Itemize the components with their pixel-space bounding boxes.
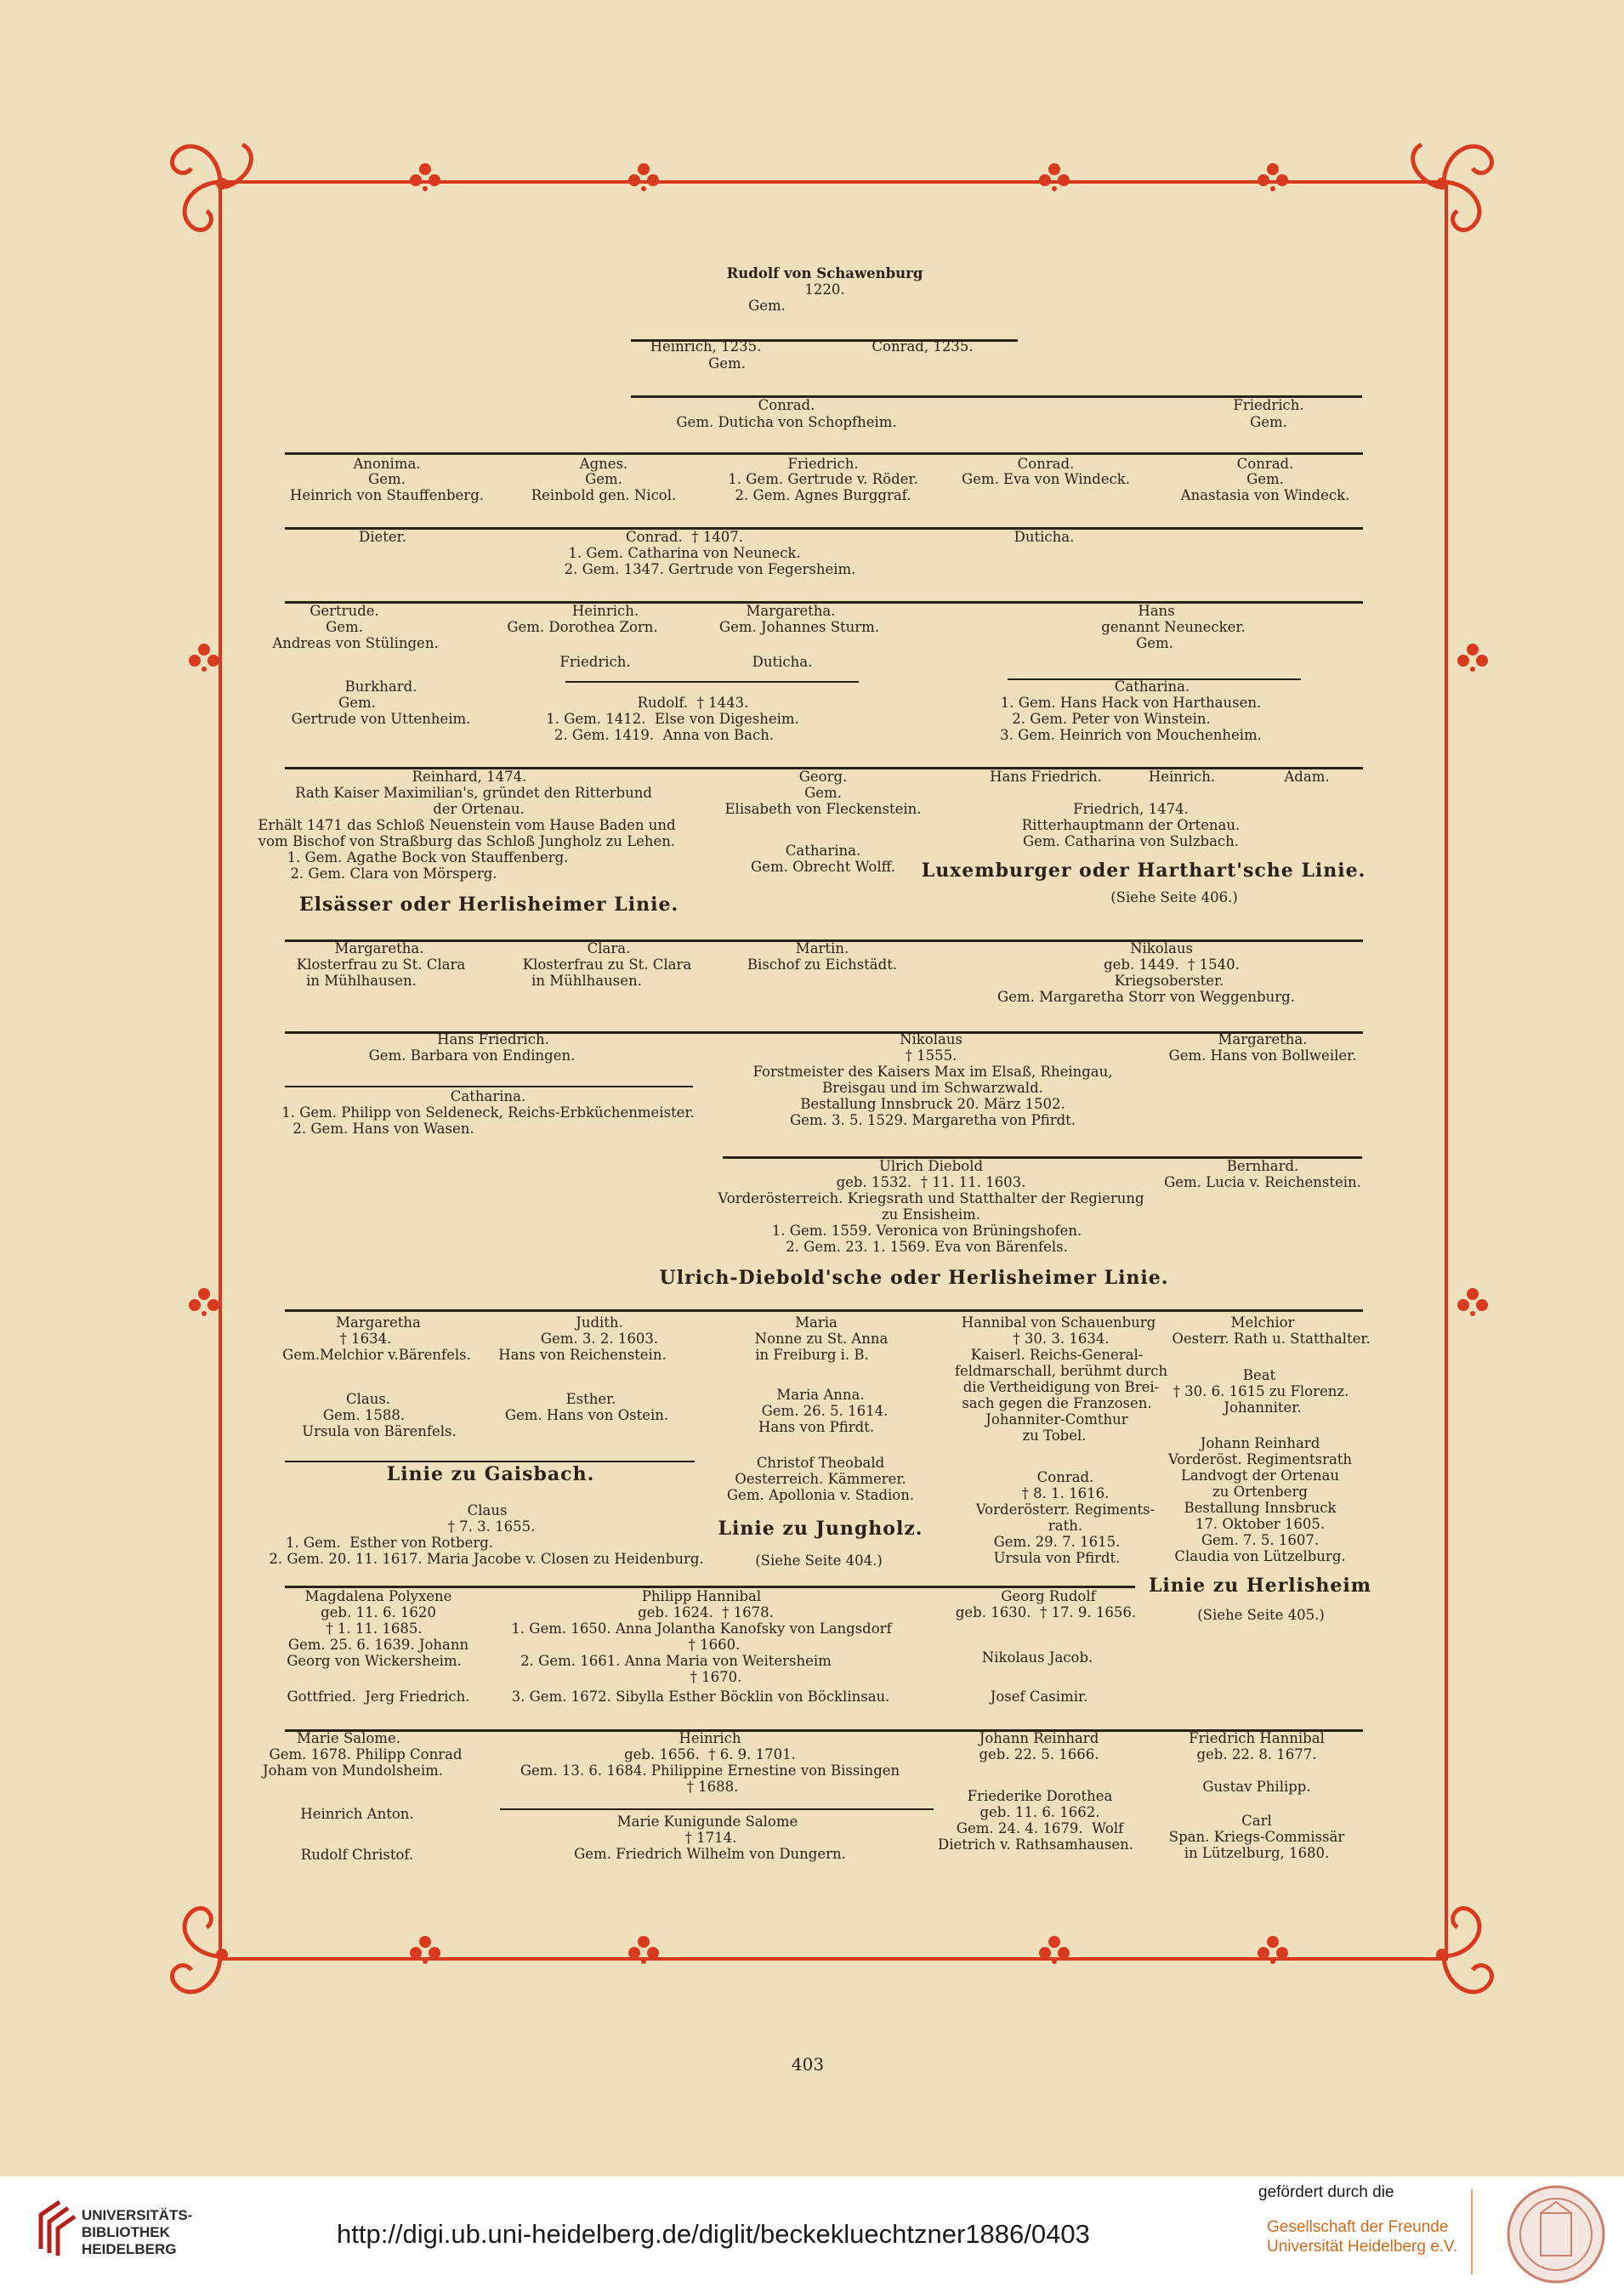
genealogy-entry: (Siehe Seite 404.) xyxy=(755,1552,883,1569)
genealogy-entry: † 30. 6. 1615 zu Florenz. xyxy=(1173,1383,1349,1399)
bracket-rule xyxy=(285,1729,1363,1732)
genealogy-entry: Andreas von Stülingen. xyxy=(272,635,439,651)
genealogy-entry: Philipp Hannibal xyxy=(641,1588,762,1604)
genealogy-entry: Gem. Margaretha Storr von Weggenburg. xyxy=(997,989,1295,1005)
clover-ornament-icon xyxy=(627,1934,661,1968)
genealogy-entry: Maria xyxy=(795,1314,838,1331)
genealogy-entry: genannt Neunecker. xyxy=(1101,619,1246,635)
genealogy-entry: Bestallung Innsbruck 20. März 1502. xyxy=(800,1096,1065,1112)
bracket-rule xyxy=(285,1586,1135,1588)
genealogy-entry: Dieter. xyxy=(359,529,406,545)
genealogy-entry: 1. Gem. 1412. Else von Digesheim. xyxy=(546,711,799,727)
genealogy-entry: Oesterreich. Kämmerer. xyxy=(735,1471,906,1487)
genealogy-entry: Gem. xyxy=(804,785,842,801)
bracket-rule xyxy=(723,1156,1362,1159)
genealogy-entry: 1. Gem. 1559. Veronica von Brüningshofen. xyxy=(771,1223,1082,1239)
sponsor-name-line: Gesellschaft der Freunde xyxy=(1267,2218,1449,2236)
genealogy-entry: geb. 1532. † 11. 11. 1603. xyxy=(836,1174,1026,1190)
genealogy-entry: Klosterfrau zu St. Clara xyxy=(522,956,692,973)
genealogy-entry: 2. Gem. Hans von Wasen. xyxy=(292,1121,474,1137)
clover-ornament-icon xyxy=(1456,1286,1490,1320)
clover-ornament-icon xyxy=(187,642,221,676)
bracket-rule xyxy=(500,1808,934,1810)
genealogy-entry: 2. Gem. 1347. Gertrude von Fegersheim. xyxy=(564,561,856,577)
genealogy-entry: Gertrude von Uttenheim. xyxy=(291,711,471,727)
genealogy-entry: Friedrich Hannibal xyxy=(1189,1730,1325,1746)
genealogy-entry: Johann Reinhard xyxy=(1200,1435,1320,1451)
genealogy-entry: Gem. Hans von Ostein. xyxy=(504,1407,669,1423)
genealogy-entry: Heinrich, 1235. xyxy=(650,338,762,355)
genealogy-entry: Vorderösterr. Regiments- xyxy=(975,1501,1156,1518)
genealogy-entry: Burkhard. xyxy=(344,678,417,695)
bracket-rule xyxy=(285,452,1363,455)
genealogy-entry: Heinrich Anton. xyxy=(300,1806,414,1822)
library-logo-icon xyxy=(34,2198,77,2257)
genealogy-entry: Heinrich von Stauffenberg. xyxy=(290,487,484,503)
clover-ornament-icon xyxy=(187,1286,221,1320)
genealogy-entry: 2. Gem. Agnes Burggraf. xyxy=(735,487,911,503)
genealogy-entry: Josef Casimir. xyxy=(990,1689,1088,1705)
genealogy-entry: feldmarschall, berühmt durch xyxy=(954,1363,1168,1379)
genealogy-entry: 2. Gem. 1661. Anna Maria von Weitersheim xyxy=(520,1653,832,1669)
genealogy-entry: zu Tobel. xyxy=(1022,1427,1087,1444)
genealogy-entry: Hans xyxy=(1138,603,1175,619)
bracket-rule xyxy=(1008,678,1301,680)
genealogy-entry: Margaretha. xyxy=(746,603,836,619)
genealogy-entry: sach gegen die Franzosen. xyxy=(962,1395,1152,1411)
genealogy-entry: Gem. 13. 6. 1684. Philippine Ernestine von Bissingen xyxy=(520,1762,900,1779)
genealogy-entry: Duticha. xyxy=(752,654,813,670)
genealogy-entry: Johanniter-Comthur xyxy=(985,1411,1128,1427)
genealogy-entry: 3. Gem. Heinrich von Mouchenheim. xyxy=(1000,727,1262,743)
source-url-link[interactable]: http://digi.ub.uni-heidelberg.de/diglit/beckekluechtzner1886/0403 xyxy=(337,2219,1090,2249)
genealogy-entry: Bernhard. xyxy=(1226,1158,1299,1174)
genealogy-entry: Span. Kriegs-Commissär xyxy=(1168,1829,1345,1845)
genealogy-entry: Gem. xyxy=(1250,414,1287,430)
genealogy-entry: 1. Gem. Esther von Rotberg. xyxy=(285,1535,494,1551)
lineage-heading: Linie zu Jungholz. xyxy=(718,1518,923,1540)
genealogy-entry: in Freiburg i. B. xyxy=(755,1347,869,1363)
genealogy-entry: Gem. Hans von Bollweiler. xyxy=(1168,1047,1357,1064)
sponsor-label: gefördert durch die xyxy=(1258,2183,1394,2201)
genealogy-entry: Judith. xyxy=(576,1314,623,1331)
genealogy-entry: Rath Kaiser Maximilian's, gründet den Ritterbund xyxy=(295,785,652,801)
genealogy-entry: Margaretha. xyxy=(334,940,424,956)
lineage-heading: Ulrich-Diebold'sche oder Herlisheimer Linie. xyxy=(659,1267,1169,1289)
genealogy-entry: 1. Gem. Agathe Bock von Stauffenberg. xyxy=(287,849,569,866)
genealogy-entry: Gem. xyxy=(338,695,376,711)
genealogy-entry: Hans Friedrich. xyxy=(437,1031,549,1047)
genealogy-entry: Gem. Catharina von Sulzbach. xyxy=(1022,833,1240,849)
genealogy-entry: Friedrich. xyxy=(559,654,631,670)
genealogy-entry: Forstmeister des Kaisers Max im Elsaß, Rheingau, xyxy=(752,1064,1113,1080)
genealogy-entry: Gem. Barbara von Endingen. xyxy=(368,1047,576,1064)
corner-ornament-top-left xyxy=(157,119,285,247)
genealogy-entry: Reinhard, 1474. xyxy=(412,769,527,785)
genealogy-entry: Claudia von Lützelburg. xyxy=(1174,1548,1346,1564)
clover-ornament-icon xyxy=(408,1934,442,1968)
genealogy-entry: Ursula von Pfirdt. xyxy=(993,1550,1121,1566)
genealogy-entry: Catharina. xyxy=(785,843,861,859)
genealogy-entry: Erhält 1471 das Schloß Neuenstein vom Hause Baden und xyxy=(258,817,676,833)
genealogy-entry: Joham von Mundolsheim. xyxy=(263,1762,443,1779)
genealogy-entry: Gem. Lucia v. Reichenstein. xyxy=(1164,1174,1361,1190)
genealogy-entry: † 8. 1. 1616. xyxy=(1021,1485,1110,1501)
genealogy-entry: Rudolf Christof. xyxy=(300,1847,414,1863)
genealogy-entry: Johanniter. xyxy=(1224,1399,1302,1416)
genealogy-entry: † 7. 3. 1655. xyxy=(447,1518,536,1535)
genealogy-entry: † 1555. xyxy=(905,1047,957,1064)
genealogy-entry: Gem. Dorothea Zorn. xyxy=(507,619,658,635)
genealogy-entry: Gustav Philipp. xyxy=(1202,1779,1311,1795)
genealogy-entry: Esther. xyxy=(565,1391,616,1407)
genealogy-entry: Conrad. xyxy=(758,397,815,413)
university-seal-icon xyxy=(1505,2183,1607,2285)
genealogy-entry: Georg Rudolf xyxy=(1001,1588,1096,1604)
genealogy-entry: Gem. 29. 7. 1615. xyxy=(993,1534,1121,1550)
genealogy-entry: Georg von Wickersheim. xyxy=(287,1653,462,1669)
library-name-line: UNIVERSITÄTS- xyxy=(82,2207,193,2223)
genealogy-entry: die Vertheidigung von Brei- xyxy=(962,1379,1160,1395)
genealogy-entry: Ursula von Bärenfels. xyxy=(302,1423,457,1439)
genealogy-entry: 1. Gem. 1650. Anna Jolantha Kanofsky von Langsdorf xyxy=(511,1620,892,1637)
genealogy-entry: Gem. xyxy=(1246,471,1284,487)
lineage-heading: Linie zu Herlisheim xyxy=(1148,1575,1372,1597)
clover-ornament-icon xyxy=(1456,642,1490,676)
genealogy-entry: Gem. 25. 6. 1639. Johann xyxy=(287,1637,469,1653)
genealogy-entry: Friedrich. xyxy=(1233,397,1304,413)
genealogy-entry: † 30. 3. 1634. xyxy=(1013,1331,1110,1347)
bracket-rule xyxy=(285,527,1363,530)
bracket-rule xyxy=(631,339,1018,342)
genealogy-entry: 2. Gem. Clara von Mörsperg. xyxy=(290,866,497,882)
genealogy-entry: † 1670. xyxy=(690,1669,742,1685)
genealogy-entry: Friederike Dorothea xyxy=(967,1788,1113,1804)
genealogy-entry: Conrad, 1235. xyxy=(872,338,974,355)
genealogy-entry: Magdalena Polyxene xyxy=(304,1588,452,1604)
genealogy-entry: Nikolaus xyxy=(900,1031,962,1047)
genealogy-entry: Gem. Eva von Windeck. xyxy=(961,471,1131,487)
genealogy-entry: geb. 22. 8. 1677. xyxy=(1196,1746,1317,1762)
bracket-rule xyxy=(285,1031,1363,1034)
genealogy-entry: † 1660. xyxy=(688,1637,741,1653)
bracket-rule xyxy=(631,395,1362,398)
genealogy-entry: Gem. 26. 5. 1614. xyxy=(761,1403,889,1419)
genealogy-entry: Marie Salome. xyxy=(297,1730,400,1746)
genealogy-entry: Georg. xyxy=(798,769,848,785)
genealogy-entry: Adam. xyxy=(1284,769,1330,785)
genealogy-entry: Dietrich v. Rathsamhausen. xyxy=(937,1836,1134,1853)
corner-ornament-bottom-right xyxy=(1379,1892,1507,2019)
genealogy-entry: 17. Oktober 1605. xyxy=(1195,1516,1326,1532)
genealogy-entry: Bestallung Innsbruck xyxy=(1184,1500,1337,1516)
sponsor-name-line: Universität Heidelberg e.V. xyxy=(1267,2238,1458,2256)
clover-ornament-icon xyxy=(1256,1934,1290,1968)
genealogy-entry: in Mühlhausen. xyxy=(531,973,642,989)
sponsor-name xyxy=(1267,2217,1457,2256)
clover-ornament-icon xyxy=(627,162,661,196)
genealogy-entry: 1. Gem. Catharina von Neuneck. xyxy=(568,545,801,561)
library-name xyxy=(82,2207,192,2258)
genealogy-entry: Hans von Pfirdt. xyxy=(758,1419,875,1435)
genealogy-entry: Beat xyxy=(1242,1367,1276,1383)
genealogy-entry: zu Ensisheim. xyxy=(881,1206,981,1223)
genealogy-entry: Friedrich, 1474. xyxy=(1073,801,1189,817)
genealogy-entry: geb. 1449. † 1540. xyxy=(1104,956,1240,973)
genealogy-entry: † 1. 11. 1685. xyxy=(326,1620,423,1637)
genealogy-entry: Duticha. xyxy=(1014,529,1075,545)
genealogy-entry: Gem. xyxy=(748,298,786,314)
genealogy-entry: Conrad. xyxy=(1236,456,1294,472)
genealogy-entry: 2. Gem. Peter von Winstein. xyxy=(1012,711,1211,727)
genealogy-entry: Vorderöst. Regimentsrath xyxy=(1167,1451,1353,1467)
genealogy-entry: geb. 22. 5. 1666. xyxy=(979,1746,1099,1762)
genealogy-entry: (Siehe Seite 405.) xyxy=(1197,1607,1325,1623)
page-number: 403 xyxy=(791,2054,825,2074)
genealogy-entry: Agnes. xyxy=(579,456,628,472)
genealogy-entry: Gem. Apollonia v. Stadion. xyxy=(726,1487,915,1503)
library-name-line: BIBLIOTHEK xyxy=(82,2224,170,2240)
genealogy-entry: 2. Gem. 1419. Anna von Bach. xyxy=(554,727,775,743)
genealogy-entry: 1. Gem. Hans Hack von Harthausen. xyxy=(1000,695,1262,711)
genealogy-entry: in Lützelburg, 1680. xyxy=(1184,1845,1330,1861)
genealogy-entry: Gottfried. Jerg Friedrich. xyxy=(287,1689,470,1705)
genealogy-entry: Klosterfrau zu St. Clara xyxy=(296,956,466,973)
genealogy-entry: 1. Gem. Philipp von Seldeneck, Reichs-Erbküchenmeister. xyxy=(281,1104,695,1121)
lineage-heading: Elsässer oder Herlisheimer Linie. xyxy=(298,894,679,916)
genealogy-entry: geb. 1624. † 1678. xyxy=(638,1604,774,1620)
genealogy-entry: Claus xyxy=(467,1502,508,1518)
genealogy-entry: vom Bischof von Straßburg das Schloß Jungholz zu Lehen. xyxy=(258,833,676,849)
genealogy-entry: Gertrude. xyxy=(309,603,379,619)
progenitor-name: Rudolf von Schawenburg xyxy=(726,265,923,281)
bracket-rule xyxy=(285,1086,693,1087)
genealogy-entry: † 1714. xyxy=(684,1830,737,1846)
genealogy-entry: Carl xyxy=(1241,1813,1272,1829)
genealogy-entry: Gem. 3. 2. 1603. xyxy=(540,1331,659,1347)
genealogy-entry: Friedrich. xyxy=(787,456,859,472)
genealogy-entry: der Ortenau. xyxy=(433,801,525,817)
genealogy-entry: Clara. xyxy=(587,940,631,956)
genealogy-entry: Rudolf. † 1443. xyxy=(637,695,749,711)
genealogy-entry: Heinrich. xyxy=(1148,769,1216,785)
genealogy-entry: Breisgau und im Schwarzwald. xyxy=(822,1080,1043,1096)
genealogy-entry: Gem. xyxy=(585,471,622,487)
genealogy-entry: Oesterr. Rath u. Statthalter. xyxy=(1172,1331,1371,1347)
lineage-heading: Linie zu Gaisbach. xyxy=(386,1463,595,1485)
genealogy-entry: Christof Theobald xyxy=(756,1455,885,1471)
corner-ornament-bottom-left xyxy=(157,1892,285,2019)
genealogy-entry: Melchior xyxy=(1230,1314,1295,1331)
bracket-rule xyxy=(285,1461,695,1462)
genealogy-entry: Gem. 7. 5. 1607. xyxy=(1201,1532,1320,1548)
genealogy-entry: rath. xyxy=(1048,1518,1083,1534)
genealogy-entry: Gem. 3. 5. 1529. Margaretha von Pfirdt. xyxy=(789,1112,1076,1128)
genealogy-entry: Johann Reinhard xyxy=(979,1730,1099,1746)
genealogy-entry: Elisabeth von Fleckenstein. xyxy=(724,801,922,817)
genealogy-entry: Gem. 1678. Philipp Conrad xyxy=(269,1746,463,1762)
genealogy-entry: Gem. 1588. xyxy=(322,1407,406,1423)
genealogy-entry: Ulrich Diebold xyxy=(878,1158,984,1174)
genealogy-entry: 1. Gem. Gertrude v. Röder. xyxy=(728,471,918,487)
genealogy-entry: geb. 11. 6. 1620 xyxy=(321,1604,436,1620)
genealogy-entry: geb. 1630. † 17. 9. 1656. xyxy=(955,1604,1137,1620)
genealogy-entry: Conrad. † 1407. xyxy=(626,529,743,545)
bracket-rule xyxy=(285,939,1363,942)
genealogy-entry: (Siehe Seite 406.) xyxy=(1110,889,1238,905)
genealogy-entry: † 1634. xyxy=(339,1331,392,1347)
genealogy-entry: Catharina. xyxy=(1114,678,1190,695)
genealogy-entry: Catharina. xyxy=(450,1088,526,1104)
clover-ornament-icon xyxy=(1037,162,1071,196)
genealogy-entry: Marie Kunigunde Salome xyxy=(616,1813,798,1830)
genealogy-entry: zu Ortenberg xyxy=(1212,1484,1308,1500)
genealogy-entry: in Mühlhausen. xyxy=(306,973,417,989)
genealogy-entry: 2. Gem. 20. 11. 1617. Maria Jacobe v. Closen zu Heidenburg. xyxy=(269,1551,704,1567)
clover-ornament-icon xyxy=(1037,1934,1071,1968)
genealogy-entry: Gem. Obrecht Wolff. xyxy=(751,859,895,875)
genealogy-entry: Gem. xyxy=(708,355,746,372)
clover-ornament-icon xyxy=(1256,162,1290,196)
bracket-rule xyxy=(285,767,1363,769)
genealogy-entry: Gem.Melchior v.Bärenfels. xyxy=(282,1347,471,1363)
genealogy-entry: Gem. 24. 4. 1679. Wolf xyxy=(956,1820,1124,1836)
genealogy-entry: Heinrich xyxy=(679,1730,741,1746)
genealogy-entry: 2. Gem. 23. 1. 1569. Eva von Bärenfels. xyxy=(786,1239,1068,1255)
genealogy-entry: Gem. xyxy=(368,471,406,487)
genealogy-entry: 1220. xyxy=(804,281,845,298)
footer-divider xyxy=(1471,2189,1473,2274)
clover-ornament-icon xyxy=(408,162,442,196)
genealogy-entry: Kriegsoberster. xyxy=(1114,973,1224,989)
genealogy-entry: Gem. xyxy=(326,619,363,635)
genealogy-entry: Martin. xyxy=(795,940,849,956)
genealogy-entry: geb. 1656. † 6. 9. 1701. xyxy=(624,1746,796,1762)
genealogy-entry: Gem. Friedrich Wilhelm von Dungern. xyxy=(574,1846,846,1862)
genealogy-entry: Nikolaus Jacob. xyxy=(981,1649,1093,1666)
lineage-heading: Luxemburger oder Harthart'sche Linie. xyxy=(921,860,1366,882)
genealogy-entry: Claus. xyxy=(345,1391,391,1407)
genealogy-entry: Bischof zu Eichstädt. xyxy=(747,956,898,973)
bracket-rule xyxy=(565,681,859,683)
genealogy-entry: Conrad. xyxy=(1017,456,1075,472)
genealogy-entry: Nikolaus xyxy=(1130,940,1193,956)
genealogy-entry: 3. Gem. 1672. Sibylla Esther Böcklin von Böcklinsau. xyxy=(511,1689,890,1705)
bracket-rule xyxy=(285,601,1363,604)
genealogy-entry: Gem. Johannes Sturm. xyxy=(718,619,880,635)
genealogy-entry: Heinrich. xyxy=(571,603,639,619)
genealogy-entry: Margaretha xyxy=(336,1314,421,1331)
genealogy-entry: Maria Anna. xyxy=(776,1387,865,1403)
corner-ornament-top-right xyxy=(1379,119,1507,247)
library-name-line: HEIDELBERG xyxy=(82,2241,177,2257)
genealogy-entry: Anonima. xyxy=(353,456,421,472)
genealogy-entry: Margaretha. xyxy=(1218,1031,1308,1047)
genealogy-entry: Vorderösterreich. Kriegsrath und Statthalter der Regierung xyxy=(718,1190,1144,1206)
genealogy-entry: Ritterhauptmann der Ortenau. xyxy=(1021,817,1241,833)
genealogy-entry: Hannibal von Schauenburg xyxy=(961,1314,1156,1331)
genealogy-entry: Gem. xyxy=(1136,635,1173,651)
genealogy-entry: Hans von Reichenstein. xyxy=(498,1347,667,1363)
genealogy-entry: Conrad. xyxy=(1036,1469,1094,1485)
genealogy-entry: Landvogt der Ortenau xyxy=(1180,1467,1340,1484)
genealogy-entry: Nonne zu St. Anna xyxy=(754,1331,889,1347)
bracket-rule xyxy=(285,1309,1363,1312)
genealogy-entry: Reinbold gen. Nicol. xyxy=(531,487,677,503)
genealogy-entry: Hans Friedrich. xyxy=(990,769,1102,785)
genealogy-entry: geb. 11. 6. 1662. xyxy=(980,1804,1100,1820)
genealogy-entry: † 1688. xyxy=(686,1779,739,1795)
genealogy-entry: Gem. Duticha von Schopfheim. xyxy=(676,414,897,430)
genealogy-entry: Kaiserl. Reichs-General- xyxy=(970,1347,1144,1363)
genealogy-entry: Anastasia von Windeck. xyxy=(1180,487,1350,503)
